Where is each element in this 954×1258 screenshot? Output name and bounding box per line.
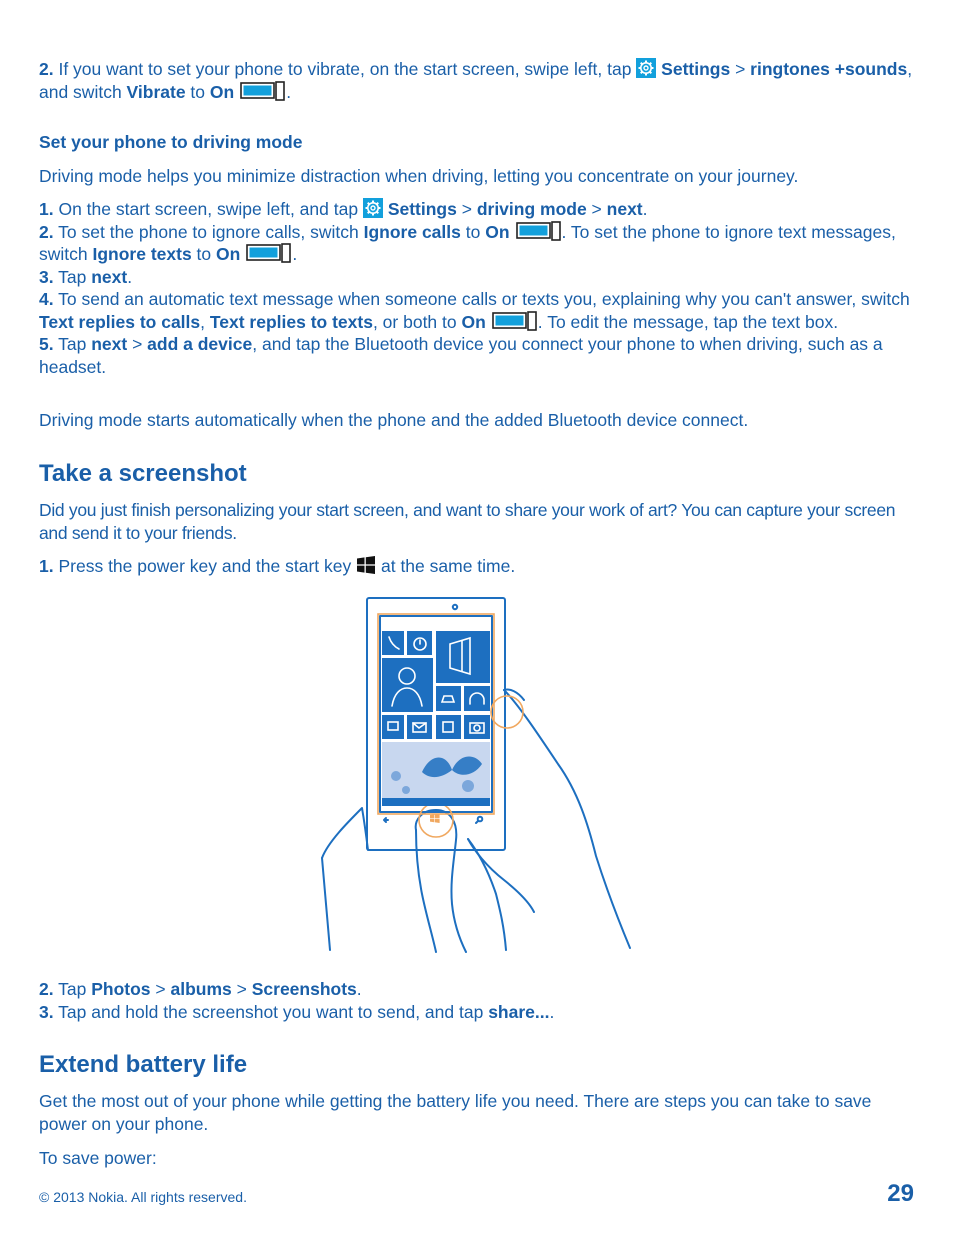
driving-step-1: 1. On the start screen, swipe left, and tap Settings > driving mode > next. bbox=[39, 199, 648, 219]
screenshot-step-2: 2. Tap Photos > albums > Screenshots. bbox=[39, 979, 362, 999]
driving-step-4: 4. To send an automatic text message when someone calls or texts you, explaining why you can't answer, switch Text replies to calls, Text replies to texts, or both to On . To edit the message, tap the text box. bbox=[39, 289, 910, 332]
copyright: © 2013 Nokia. All rights reserved. bbox=[39, 1189, 247, 1205]
driving-step-3: 3. Tap next. bbox=[39, 266, 133, 287]
driving-step-5: 5. Tap next > add a device, and tap the Bluetooth device you connect your phone to when driving, such as a headset. bbox=[39, 334, 883, 377]
screenshot-intro: Did you just finish personalizing your start screen, and want to share your work of art? You can capture your screen and send it to your friends. bbox=[39, 500, 896, 543]
phone-illustration bbox=[318, 594, 636, 954]
battery-intro: Get the most out of your phone while getting the battery life you need. There are steps you can take to save power on your phone. bbox=[39, 1091, 872, 1134]
driving-outro: Driving mode starts automatically when the phone and the added Bluetooth device connect. bbox=[39, 410, 749, 430]
toggle-on-icon bbox=[240, 81, 286, 101]
toggle-on-icon bbox=[492, 311, 538, 331]
windows-start-icon bbox=[356, 555, 376, 575]
driving-intro: Driving mode helps you minimize distraction when driving, letting you concentrate on your journey. bbox=[39, 166, 799, 186]
battery-heading: Extend battery life bbox=[39, 1051, 248, 1078]
screenshot-step-1: 1. Press the power key and the start key at the same time. bbox=[39, 556, 516, 576]
vibrate-step: 2. If you want to set your phone to vibrate, on the start screen, swipe left, tap Settings > ringtones +sounds, and switch Vibrate to On . bbox=[39, 59, 913, 102]
toggle-on-icon bbox=[246, 243, 292, 263]
page-number: 29 bbox=[887, 1180, 914, 1207]
step-number: 2. bbox=[39, 59, 54, 79]
settings-gear-icon bbox=[636, 58, 656, 78]
screenshot-step-3: 3. Tap and hold the screenshot you want to send, and tap share.... bbox=[39, 1001, 555, 1022]
driving-mode-heading: Set your phone to driving mode bbox=[39, 132, 303, 152]
settings-gear-icon bbox=[363, 198, 383, 218]
driving-step-2: 2. To set the phone to ignore calls, switch Ignore calls to On . To set the phone to ignore text messages, switch Ignore texts to On . bbox=[39, 221, 896, 264]
screenshot-heading: Take a screenshot bbox=[39, 460, 247, 487]
driving-steps bbox=[39, 198, 917, 378]
screenshot-steps-2-3 bbox=[39, 978, 917, 1023]
toggle-on-icon bbox=[516, 221, 562, 241]
battery-save-label: To save power: bbox=[39, 1148, 157, 1168]
